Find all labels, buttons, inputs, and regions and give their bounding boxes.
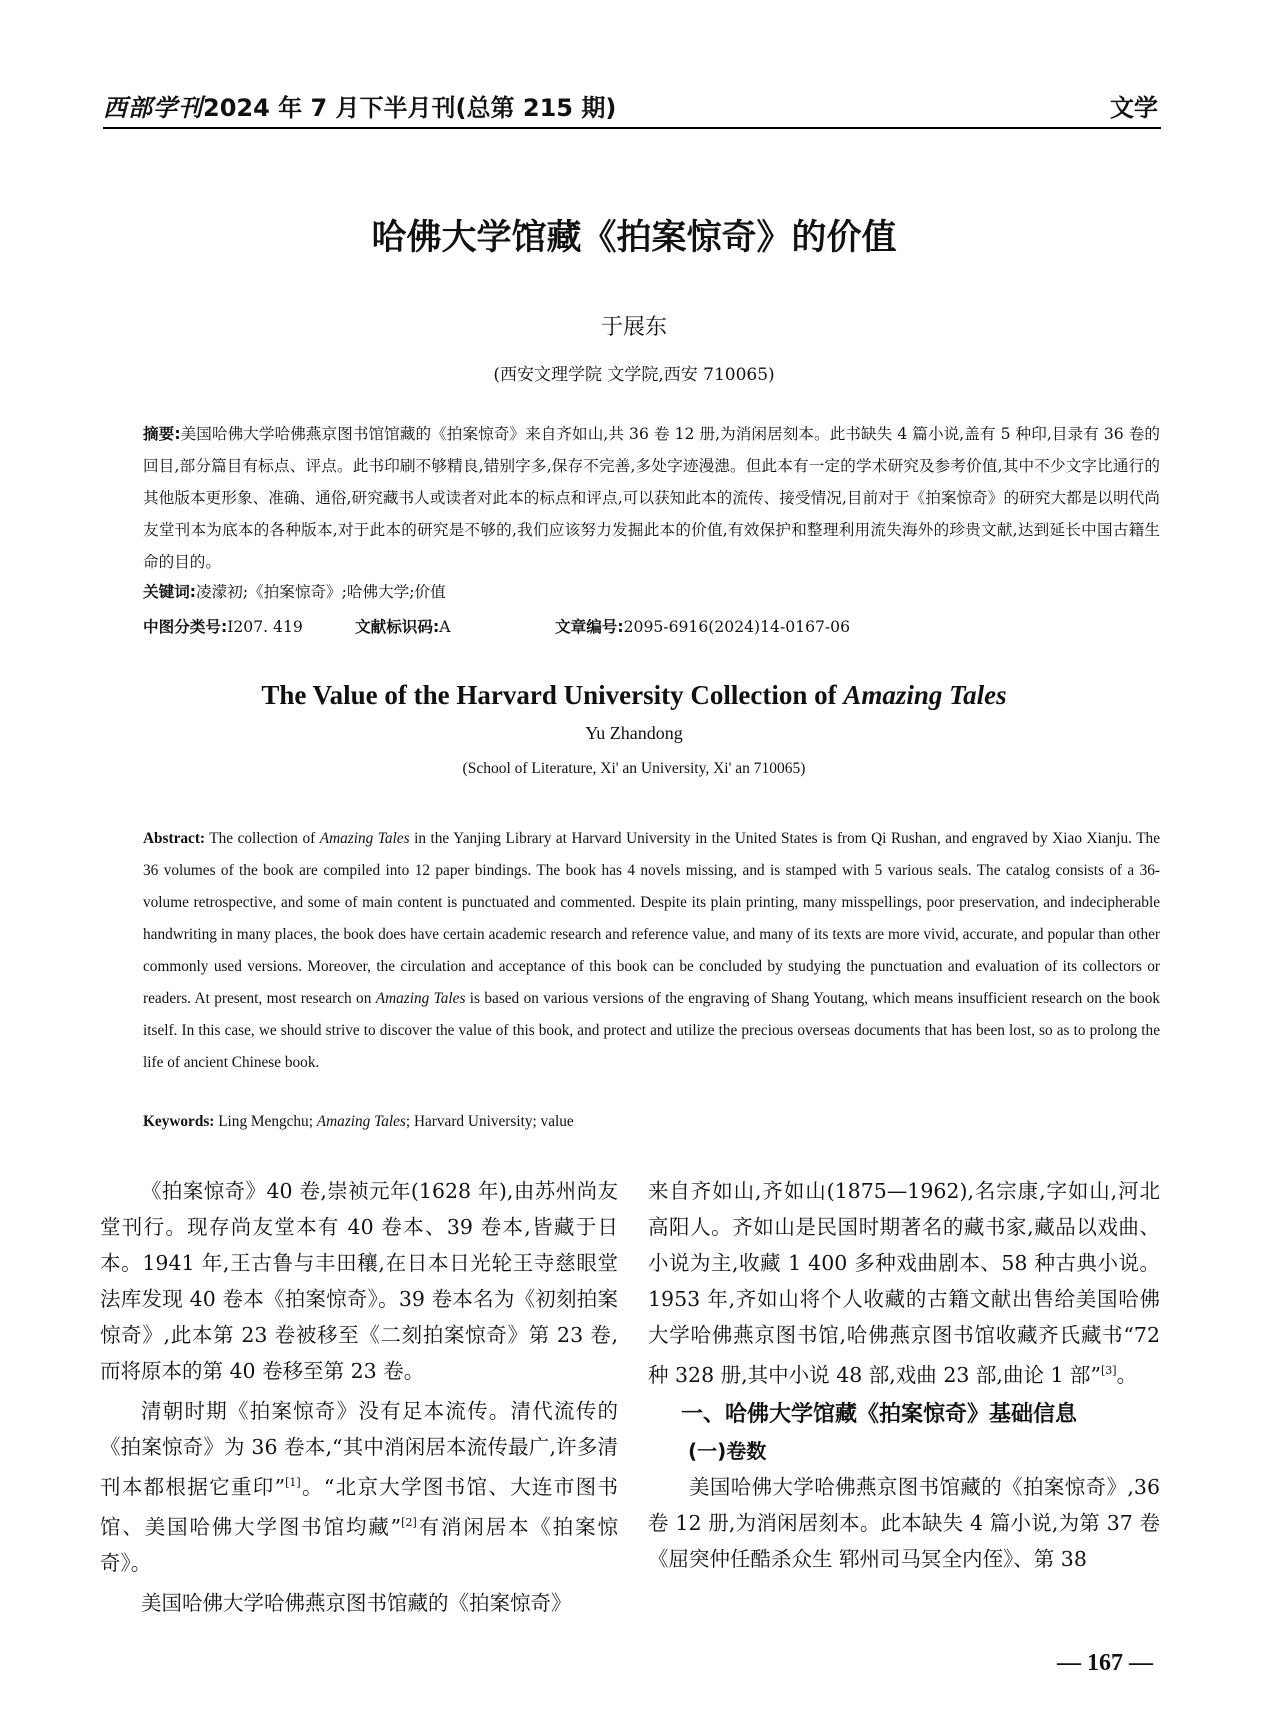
running-header-left [103, 88, 616, 123]
author-zh: 于展东 [600, 315, 667, 340]
body-left-column [100, 1173, 618, 1625]
article-label: 文章编号: [555, 618, 624, 636]
para-text: 有消闲居本《拍案惊奇》。 [100, 1515, 619, 1575]
doc-value: A [439, 618, 451, 636]
citation-ref: [2] [401, 1516, 417, 1529]
title-en-italic: Amazing Tales [843, 680, 1007, 710]
article-value: 2095-6916(2024)14-0167-06 [623, 618, 851, 636]
abstract-zh-text: 美国哈佛大学哈佛燕京图书馆馆藏的《拍案惊奇》来自齐如山,共 36 卷 12 册,为消闲居刻本。此书缺失 4 篇小说,盖有 5 种印,目录有 36 卷的回目,部分篇目有标点、评点。此书印刷不够精良,错别字多,保存不完善,多处字迹漫漶。但此本有一定的学术研究及参考价值,其中不少文字比通行的其他版本更形象、准确、通俗,研究藏书人或读者对此本的标点和评点,可以获知此本的流传、接受情况,目前对于《拍案惊奇》的研究大都是以明代尚友堂刊本为底本的各种版本,对于此本的研究是不够的,我们应该努力发掘此本的价值,有效保护和整理利用流失海外的珍贵文献,达到延长中国古籍生命的目的。 [143, 425, 1160, 571]
affiliation-en: (School of Literature, Xi' an University, Xi' an 710065) [462, 760, 806, 777]
section-heading: 一、哈佛大学馆藏《拍案惊奇》基础信息 [681, 1402, 1078, 1427]
keywords-en-2: Amazing Tales [316, 1113, 406, 1130]
body-paragraph [100, 1393, 618, 1581]
abstract-en-text-3: is based on various versions of the engraving of Shang Youtang, which means insufficient research on the book itself. In this case, we should strive to discover the value of this book, and protect and utilize the precious overseas documents that has been lost, so as to prolong the life of ancient Chinese book. [143, 990, 1161, 1071]
para-text: 清朝时期《拍案惊奇》没有足本流传。清代流传的《拍案惊奇》为 36 卷本,“其中消闲居本流传最广,许多清刊本都根据它重印” [100, 1399, 618, 1499]
abstract-en-italic-1: Amazing Tales [319, 830, 410, 847]
journal-logo: 西部学刊 [103, 94, 203, 122]
abstract-en-text-1: The collection of [205, 830, 320, 847]
clc-code [143, 615, 303, 637]
clc-value: I207. 419 [227, 618, 303, 636]
para-text: 。“北京大学图书馆、大连市图书馆、美国哈佛大学图书馆均藏” [100, 1475, 619, 1539]
keywords-en [143, 1113, 1160, 1131]
abstract-en-text-2: in the Yanjing Library at Harvard University in the United States is from Qi Rushan, and engraved by Xiao Xianju. The 36 volumes of the book are compiled into 12 paper bindings. The book has 4 novels missing, and is stamped with 5 various seals. The catalog consists of a 36-volume retrospective, and some of main content is punctuated and commented. Despite its plain printing, many misspellings, poor preservation, and indecipherable handwriting in many places, the book does have certain academic research and reference value, and many of its texts are more vivid, accurate, and popular than other commonly used versions. Moreover, the circulation and acceptance of this book can be concluded by studying the punctuation and evaluation of its collectors or readers. At present, most research on [143, 830, 1160, 1007]
abstract-en-italic-2: Amazing Tales [375, 990, 466, 1007]
header-rule [103, 127, 1161, 129]
article-title-zh: 哈佛大学馆藏《拍案惊奇》的价值 [371, 218, 897, 258]
body-paragraph: 美国哈佛大学哈佛燕京图书馆藏的《拍案惊奇》 [141, 1591, 572, 1615]
subsection-heading: (一)卷数 [688, 1439, 767, 1463]
issue-info: 2024 年 7 月下半月刊(总第 215 期) [203, 94, 617, 122]
doc-label: 文献标识码: [355, 618, 440, 636]
body-paragraph [648, 1173, 1160, 1393]
clc-label: 中图分类号: [143, 618, 228, 636]
body-right-column [648, 1173, 1160, 1581]
document-code [355, 615, 450, 637]
author-en: Yu Zhandong [585, 723, 683, 743]
abstract-en-label: Abstract: [143, 830, 206, 847]
keywords-en-label: Keywords: [143, 1113, 215, 1130]
keywords-en-3: ; Harvard University; value [405, 1113, 574, 1130]
article-number [555, 615, 850, 637]
title-en-main: The Value of the Harvard University Collection of [261, 680, 844, 710]
citation-ref: [1] [285, 1476, 301, 1489]
para-text: 来自齐如山,齐如山(1875—1962),名宗康,字如山,河北高阳人。齐如山是民国时期著名的藏书家,藏品以戏曲、小说为主,收藏 1 400 多种戏曲剧本、58 种古典小说。1953 年,齐如山将个人收藏的古籍文献出售给美国哈佛大学哈佛燕京图书馆,哈佛燕京图书馆收藏齐氏藏书“72 种 328 册,其中小说 48 部,戏曲 23 部,曲论 1 部” [648, 1179, 1160, 1387]
abstract-en [143, 823, 1160, 1079]
affiliation-zh: (西安文理学院 文学院,西安 710065) [493, 365, 775, 385]
keywords-zh-text: 凌濛初;《拍案惊奇》;哈佛大学;价值 [196, 583, 446, 601]
article-title-en [0, 680, 1268, 711]
abstract-zh [143, 418, 1160, 578]
body-paragraph: 《拍案惊奇》40 卷,崇祯元年(1628 年),由苏州尚友堂刊行。现存尚友堂本有 40 卷本、39 卷本,皆藏于日本。1941 年,王古鲁与丰田穰,在日本日光轮王寺慈眼堂法库发现 40 卷本《拍案惊奇》。39 卷本名为《初刻拍案惊奇》,此本第 23 卷被移至《二刻拍案惊奇》第 23 卷,而将原本的第 40 卷移至第 23 卷。 [100, 1179, 618, 1383]
citation-ref: [3] [1101, 1364, 1117, 1377]
keywords-zh [143, 580, 1160, 602]
para-text: 。 [1116, 1363, 1138, 1387]
keywords-zh-label: 关键词: [143, 583, 197, 601]
section-label: 文学 [1110, 94, 1158, 122]
page-number: — 167 — [1057, 1650, 1153, 1676]
abstract-zh-label: 摘要: [143, 425, 181, 443]
body-paragraph: 美国哈佛大学哈佛燕京图书馆藏的《拍案惊奇》,36 卷 12 册,为消闲居刻本。此本缺失 4 篇小说,为第 37 卷《屈突仲任酷杀众生 郓州司马冥全内侄》、第 38 [648, 1475, 1160, 1571]
keywords-en-1: Ling Mengchu; [214, 1113, 317, 1130]
